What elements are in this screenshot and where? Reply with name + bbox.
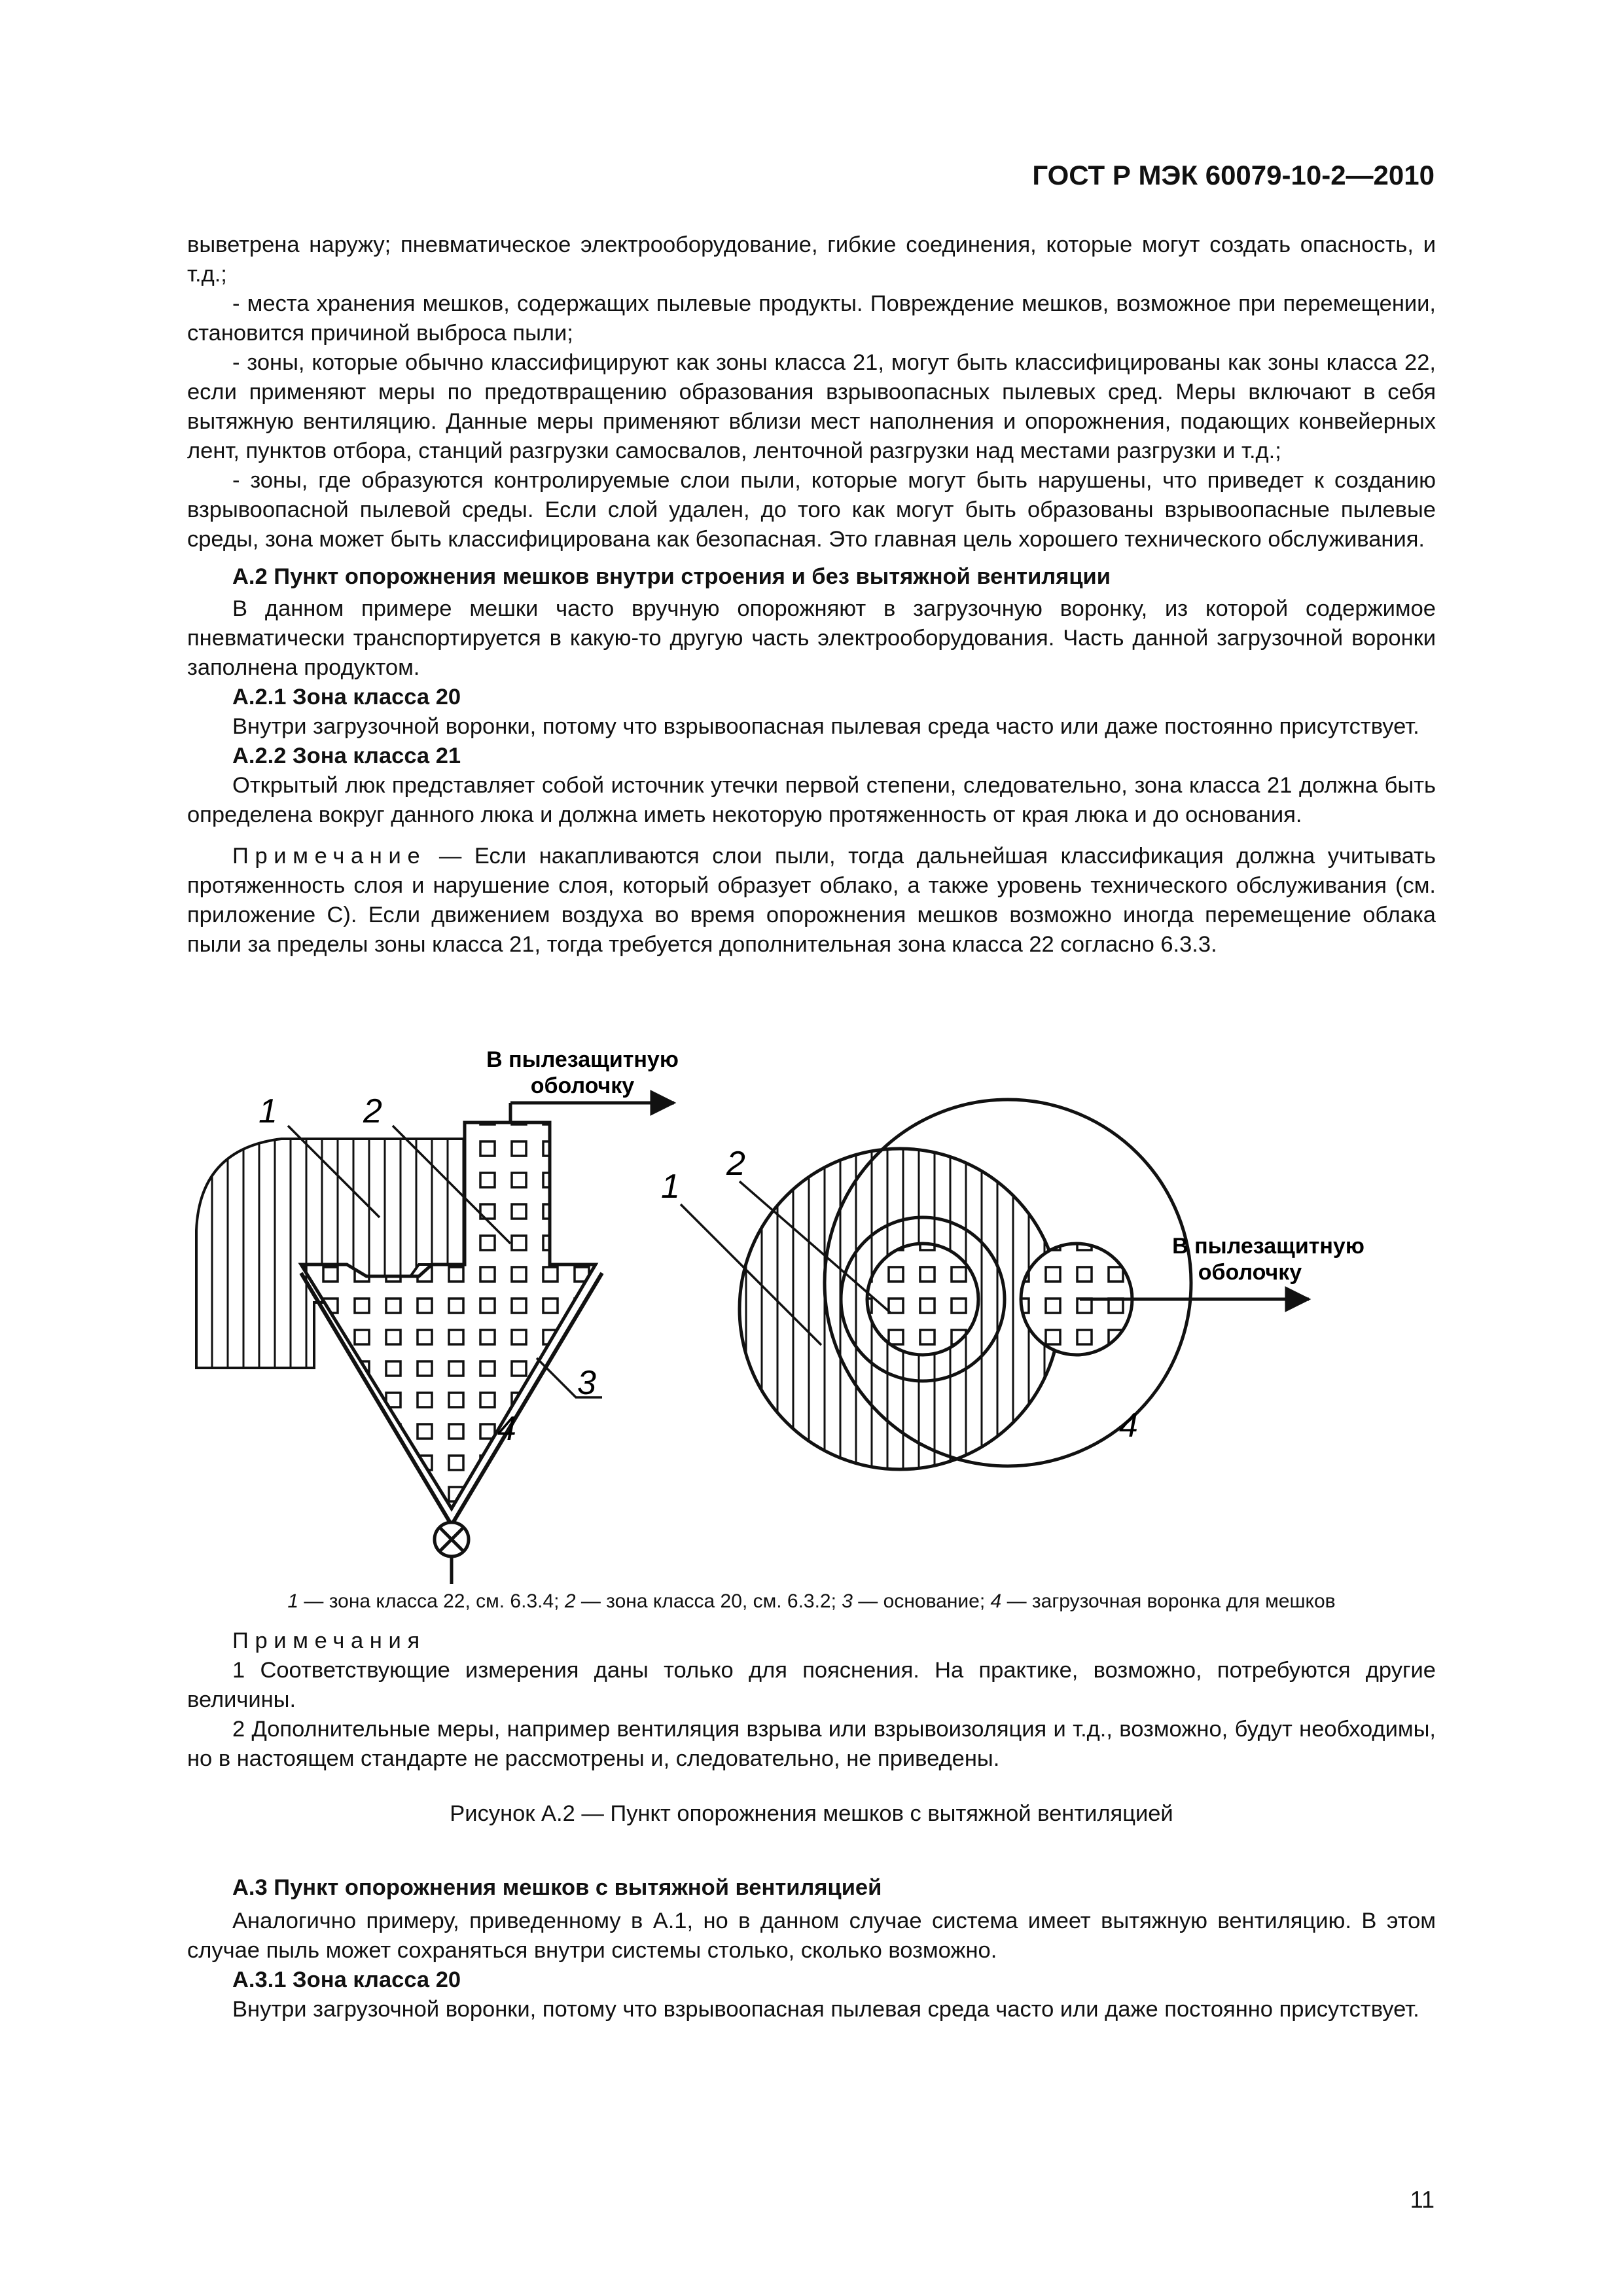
callout-2-left: 2 bbox=[363, 1092, 382, 1130]
callout-2-right: 2 bbox=[726, 1145, 745, 1183]
callout-1-left: 1 bbox=[259, 1092, 277, 1130]
callout-3: 3 bbox=[577, 1364, 596, 1402]
note-1: 1 Соответствующие измерения даны только для пояснения. На практике, возможно, потребуются другие величины. bbox=[187, 1658, 1436, 1712]
subsection-heading-a22: А.2.2 Зона класса 21 bbox=[232, 744, 461, 768]
figure-a2-diagram bbox=[0, 1008, 1623, 1584]
callout-4-left: 4 bbox=[497, 1410, 516, 1448]
document-code: ГОСТ Р МЭК 60079-10-2—2010 bbox=[1032, 160, 1435, 190]
callout-4-right: 4 bbox=[1119, 1407, 1138, 1444]
label-enclosure-left: В пылезащитную bbox=[486, 1047, 679, 1072]
paragraph: В данном примере мешки часто вручную опорожняют в загрузочную воронку, из которой содержимое пневматически транспортируется в какую-то другую часть электрооборудования. Часть данной загрузочной воронки заполнена продуктом. bbox=[187, 596, 1436, 680]
svg-text:оболочку: оболочку bbox=[1198, 1260, 1302, 1285]
upper-text bbox=[187, 230, 1436, 960]
section-heading-a3: А.3 Пункт опорожнения мешков с вытяжной вентиляцией bbox=[232, 1875, 882, 1900]
subsection-heading-a21: А.2.1 Зона класса 20 bbox=[232, 685, 461, 709]
paragraph: Открытый люк представляет собой источник утечки первой степени, следовательно, зона класса 21 должна быть определена вокруг данного люка и должна иметь некоторую протяженность от края люка и до основания. bbox=[187, 773, 1436, 827]
paragraph: - зоны, которые обычно классифицируют как зоны класса 21, могут быть классифицированы как зоны класса 22, если применяют меры по предотвращению образования взрывоопасных пылевых сред. Меры включают в себя вытяжную вентиляцию. Данные меры применяют вблизи мест наполнения и опорожнения, подающих конвейерных лент, пунктов отбора, станций разгрузки самосвалов, ленточной разгрузки над местами разгрузки и т.д.; bbox=[187, 350, 1436, 463]
subsection-heading-a31: А.3.1 Зона класса 20 bbox=[232, 1967, 461, 1992]
notes-label: Примечания bbox=[232, 1628, 426, 1653]
label-enclosure-right: В пылезащитную bbox=[1172, 1234, 1364, 1259]
note-text: — Если накапливаются слои пыли, тогда дальнейшая классификация должна учитывать протяженность слоя и нарушение слоя, который образует облако, а также уровень технического обслуживания (см. приложение С). Если движением воздуха во время опорожнения мешков возможно иногда перемещение облака пыли за пределы зоны класса 21, тогда требуется дополнительная зона класса 22 согласно 6.3.3. bbox=[187, 844, 1436, 957]
paragraph: - зоны, где образуются контролируемые слои пыли, которые могут быть нарушены, что приведет к созданию взрывоопасной пылевой среды. Если слой удален, до того как могут быть образованы взрывоопасные пылевые среды, зона может быть классифицирована как безопасная. Это главная цель хорошего технического обслуживания. bbox=[187, 468, 1436, 552]
paragraph: выветрена наружу; пневматическое электрооборудование, гибкие соединения, которые могут создать опасность, и т.д.; bbox=[187, 232, 1436, 287]
callout-1-right: 1 bbox=[661, 1168, 680, 1206]
lower-text bbox=[187, 1873, 1436, 2024]
paragraph: Внутри загрузочной воронки, потому что взрывоопасная пылевая среда часто или даже постоянно присутствует. bbox=[232, 1997, 1419, 2022]
page-number: 11 bbox=[1410, 2186, 1435, 2213]
paragraph: Аналогично примеру, приведенному в А.1, но в данном случае система имеет вытяжную вентиляцию. В этом случае пыль может сохраняться внутри системы столько, сколько возможно. bbox=[187, 1909, 1436, 1963]
figure-legend: 1 — зона класса 22, см. 6.3.4; 2 — зона класса 20, см. 6.3.2; 3 — основание; 4 — загрузочная воронка для мешков bbox=[287, 1590, 1336, 1612]
figure-title: Рисунок А.2 — Пункт опорожнения мешков с вытяжной вентиляцией bbox=[450, 1801, 1173, 1826]
note-label: Примечание bbox=[232, 844, 427, 869]
paragraph: Внутри загрузочной воронки, потому что взрывоопасная пылевая среда часто или даже постоянно присутствует. bbox=[232, 714, 1419, 739]
note-2: 2 Дополнительные меры, например вентиляция взрыва или взрывоизоляция и т.д., возможно, будут необходимы, но в настоящем стандарте не рассмотрены и, следовательно, не приведены. bbox=[187, 1717, 1436, 1771]
paragraph: - места хранения мешков, содержащих пылевые продукты. Повреждение мешков, возможное при перемещении, становится причиной выброса пыли; bbox=[187, 291, 1436, 346]
section-heading-a2: А.2 Пункт опорожнения мешков внутри строения и без вытяжной вентиляции bbox=[232, 564, 1111, 589]
figure-notes bbox=[187, 1626, 1436, 1774]
svg-text:оболочку: оболочку bbox=[530, 1073, 635, 1098]
note bbox=[187, 842, 1436, 960]
